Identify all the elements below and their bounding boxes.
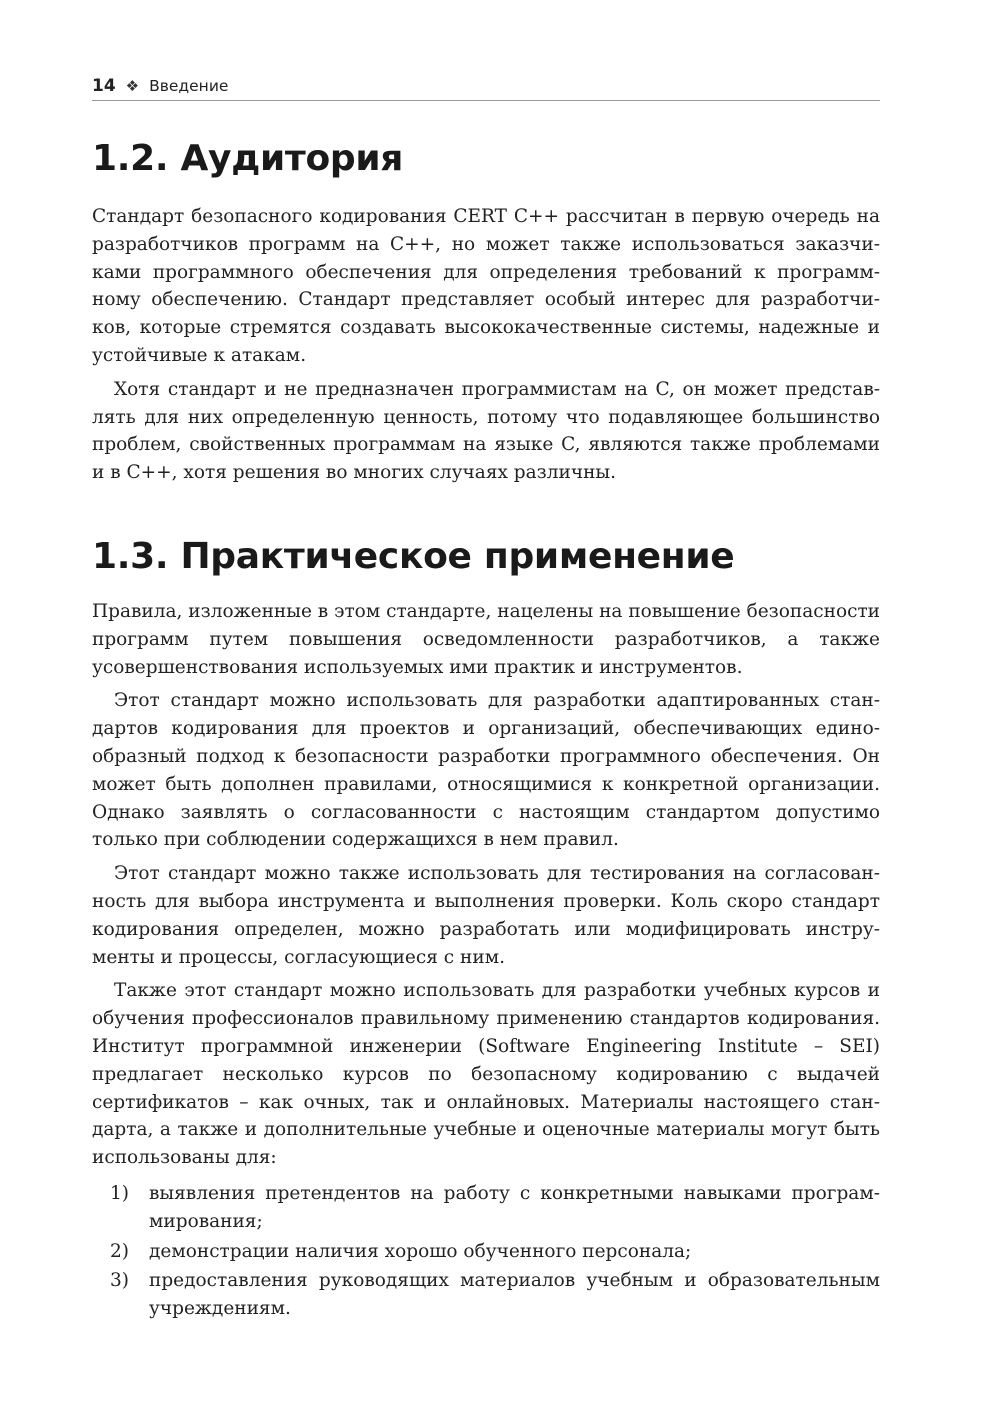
numbered-list	[92, 1180, 880, 1323]
list-item-text: демонстрации наличия хорошо обученного персонала;	[149, 1240, 692, 1262]
paragraph: Правила, изложенные в этом стандарте, нацелены на повышение безопасности программ путем повышения осведомленности разработчиков, а также усовершенствования используемых ими практик и инструментов.	[92, 601, 881, 678]
paragraph: Этот стандарт можно использовать для разработки адаптированных стандартов кодирования для проектов и организаций, обеспечивающих единообразный подход к безопасности разработки программного обеспечения. Он может быть дополнен правилами, относящимися к конкретной организации. Однако заявлять о согласованности с настоящим стандартом допустимо только при соблюдении содержащихся в нем правил.	[92, 690, 880, 851]
list-item-text: предоставления руководящих материалов учебным и образовательным учреждениям.	[149, 1270, 880, 1320]
section-body-audience	[92, 203, 880, 487]
section-heading-audience: 1.2. Аудитория	[92, 138, 404, 179]
list-item-number: 3)	[110, 1270, 129, 1292]
list-item	[92, 1238, 880, 1266]
list-item	[92, 1267, 880, 1323]
ornament-icon: ❖	[125, 77, 140, 95]
paragraph: Также этот стандарт можно использовать для разработки учебных курсов и обучения профессионалов правильному применению стандартов кодирования. Институт программной инженерии (Software Engineering Institute – SEI) предлагает несколько курсов по безопасному кодированию с выдачей сертификатов – как очных, так и онлайновых. Материалы настоящего стандарта, а также и дополнительные учебные и оценочные материалы могут быть использованы для:	[92, 980, 880, 1169]
running-header	[92, 72, 880, 101]
running-header-section: Введение	[149, 77, 229, 95]
list-item-number: 1)	[110, 1182, 129, 1204]
section-body-practice	[92, 598, 880, 1325]
page-number: 14	[92, 76, 116, 96]
list-item-text: выявления претендентов на работу с конкретными навыками программирования;	[149, 1182, 880, 1232]
list-item	[92, 1180, 880, 1236]
paragraph: Хотя стандарт и не предназначен программистам на C, он может представлять для них определенную ценность, потому что подавляющее большинство проблем, свойственных программам на языке C, являются также проблемами и в C++, хотя решения во многих случаях различны.	[92, 378, 880, 484]
paragraph: Этот стандарт можно также использовать для тестирования на согласованность для выбора инструмента и выполнения проверки. Коль скоро стандарт кодирования определен, можно разработать или модифицировать инструменты и процессы, согласующиеся с ним.	[92, 863, 880, 968]
paragraph: Стандарт безопасного кодирования CERT C++ рассчитан в первую очередь на разработчиков программ на C++, но может также использоваться заказчиками программного обеспечения для определения требований к программному обеспечению. Стандарт представляет особый интерес для разработчиков, которые стремятся создавать высококачественные системы, надежные и устойчивые к атакам.	[92, 206, 880, 366]
list-item-number: 2)	[110, 1240, 129, 1262]
section-heading-practice: 1.3. Практическое применение	[92, 536, 735, 577]
